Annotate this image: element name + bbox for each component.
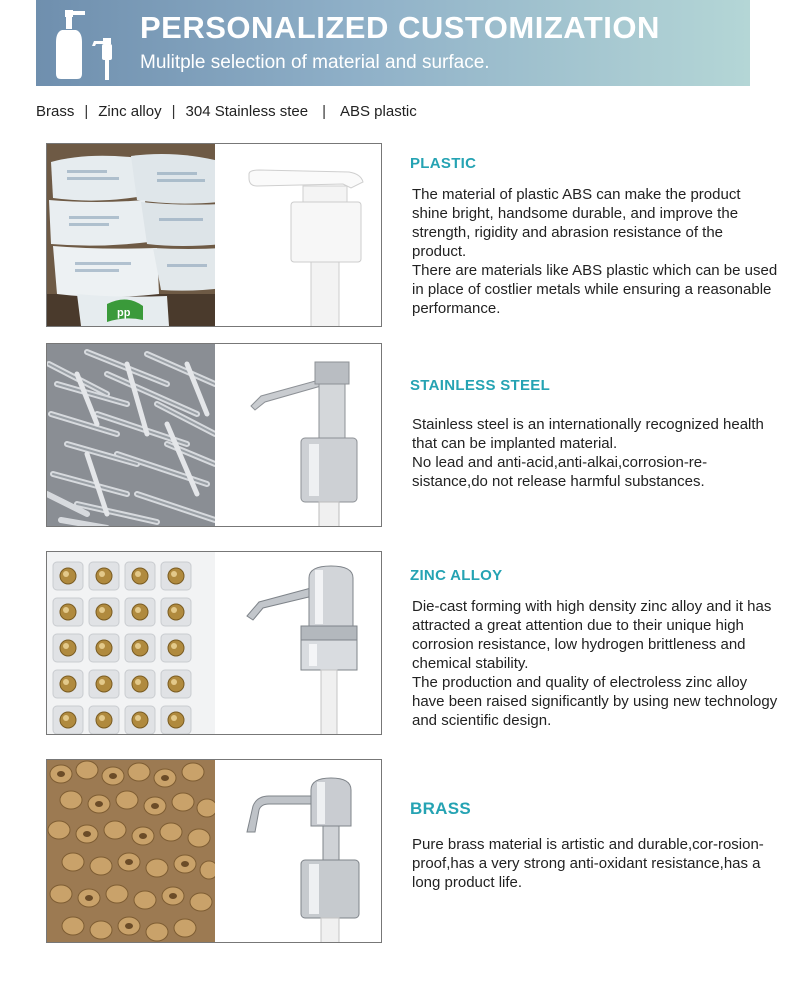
header-banner xyxy=(36,0,750,86)
section-title: STAINLESS STEEL xyxy=(410,377,551,394)
material-stainless: 304 Stainless stee xyxy=(185,103,309,120)
brass-image xyxy=(46,759,382,943)
section-stainless-steel xyxy=(46,343,786,533)
zinc-alloy-image xyxy=(46,551,382,735)
banner-title: PERSONALIZED CUSTOMIZATION xyxy=(140,10,660,45)
material-abs-plastic: ABS plastic xyxy=(340,103,417,120)
section-brass xyxy=(46,759,786,949)
soap-bottle-icon xyxy=(54,8,124,80)
material-zinc-alloy: Zinc alloy xyxy=(98,103,162,120)
section-description: Die-cast forming with high density zinc alloy and it has attracted a great attention due to their unique high corrosion resistance, low hydrogen brittleness and chemical stability. The production and quality of electroless zinc alloy have been raised significantly by using new technology and scientific design. xyxy=(412,598,778,729)
section-title: ZINC ALLOY xyxy=(410,567,503,584)
stainless-image xyxy=(46,343,382,527)
section-title: BRASS xyxy=(410,799,472,818)
section-description: The material of plastic ABS can make the product shine bright, handsome durable, and improve the strength, rigidity and abrasion resistance of the product. There are materials like ABS plastic which can be used in place of costlier metals while ensuring a reasonable performance. xyxy=(412,186,778,317)
separator: | xyxy=(84,103,89,120)
bag-label: pp xyxy=(117,307,131,319)
material-brass: Brass xyxy=(36,103,75,120)
section-description: Pure brass material is artistic and durable,cor-rosion-proof,has a very strong anti-oxidant resistance,has a long product life. xyxy=(412,836,764,891)
section-zinc-alloy xyxy=(46,551,786,741)
zinc-parts-tray xyxy=(47,552,217,735)
section-plastic xyxy=(46,143,786,333)
section-title: PLASTIC xyxy=(410,155,477,172)
plastic-image xyxy=(46,143,382,327)
separator: | xyxy=(171,103,176,120)
section-description: Stainless steel is an internationally recognized health that can be implanted material. No lead and anti-acid,anti-alkai,corrosion-re-sistance,do not release harmful substances. xyxy=(412,416,764,490)
banner-subtitle: Mulitple selection of material and surface. xyxy=(140,52,490,73)
material-list xyxy=(36,103,417,120)
separator: | xyxy=(322,103,326,120)
